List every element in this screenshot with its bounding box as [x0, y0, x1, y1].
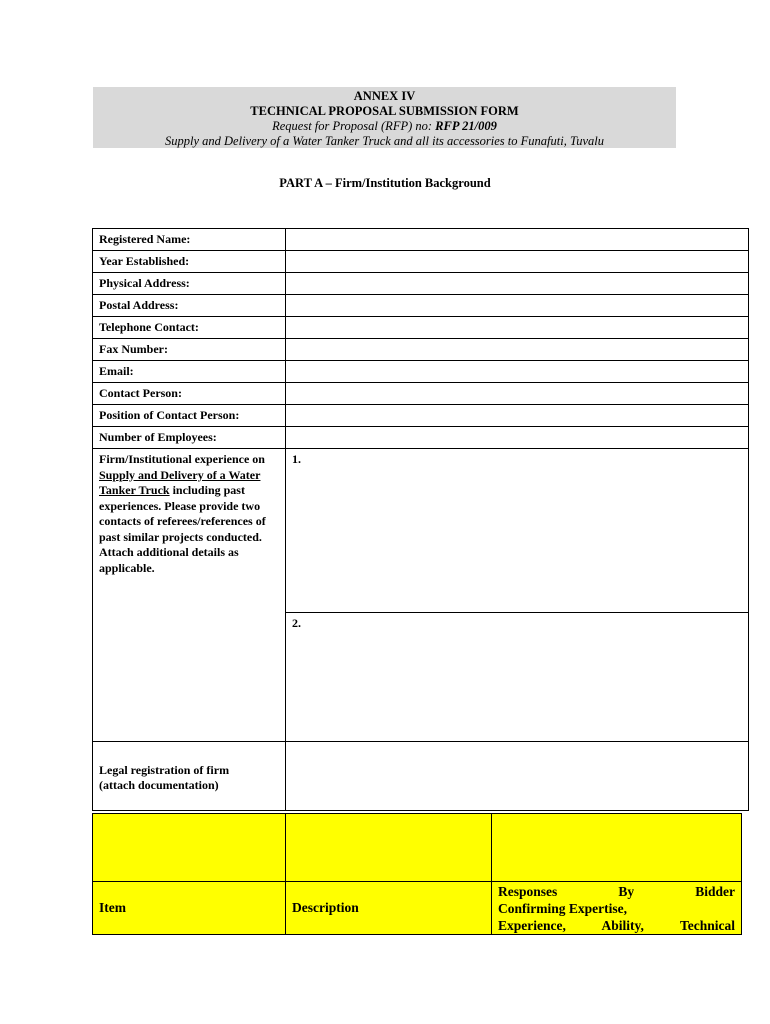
physical-address-field[interactable] — [286, 273, 749, 295]
reference-2-field[interactable] — [286, 613, 749, 742]
field-label: Physical Address: — [93, 273, 286, 295]
rfp-line — [93, 119, 676, 134]
experience-label-underlined: Supply and Delivery of a Water Tanker Truck — [99, 467, 261, 497]
table-row — [93, 361, 749, 383]
column-header-item: Item — [93, 882, 286, 935]
criteria-table — [92, 813, 742, 935]
reference-1-field[interactable] — [286, 449, 749, 613]
contact-position-field[interactable] — [286, 405, 749, 427]
section-title: PART A – Firm/Institution Background — [279, 176, 491, 190]
background-table — [92, 228, 749, 811]
field-label: Contact Person: — [93, 383, 286, 405]
legal-line-1: Legal registration of firm — [99, 763, 230, 777]
field-label: Fax Number: — [93, 339, 286, 361]
field-label: Position of Contact Person: — [93, 405, 286, 427]
table-row — [93, 251, 749, 273]
criteria-header-blank — [93, 814, 286, 882]
table-row — [93, 229, 749, 251]
legal-registration-field[interactable] — [286, 742, 749, 811]
responses-line-1: Responses By Bidder — [498, 883, 736, 899]
rfp-prefix: Request for Proposal (RFP) no: — [272, 119, 436, 133]
table-row — [93, 449, 749, 613]
responses-line-2: Confirming Expertise, — [498, 900, 627, 916]
field-label: Registered Name: — [93, 229, 286, 251]
table-row — [93, 317, 749, 339]
employees-field[interactable] — [286, 427, 749, 449]
fax-field[interactable] — [286, 339, 749, 361]
email-field[interactable] — [286, 361, 749, 383]
reference-1-number: 1. — [292, 452, 301, 466]
postal-address-field[interactable] — [286, 295, 749, 317]
annex-label: ANNEX IV — [353, 89, 416, 103]
form-subtitle: Supply and Delivery of a Water Tanker Truck and all its accessories to Funafuti, Tuvalu — [165, 134, 604, 148]
year-established-field[interactable] — [286, 251, 749, 273]
table-row — [93, 339, 749, 361]
responses-line-3: Experience, Ability, Technical — [498, 917, 735, 933]
table-row — [93, 427, 749, 449]
table-row — [93, 742, 749, 811]
form-header — [93, 87, 676, 148]
table-row — [93, 405, 749, 427]
legal-line-2: (attach documentation) — [99, 778, 219, 792]
column-header-responses — [492, 882, 742, 935]
criteria-header-blank — [492, 814, 742, 882]
contact-person-field[interactable] — [286, 383, 749, 405]
criteria-header-blank — [286, 814, 492, 882]
table-row — [93, 273, 749, 295]
legal-registration-label — [93, 742, 286, 811]
reference-2-number: 2. — [292, 616, 301, 630]
table-row — [93, 295, 749, 317]
telephone-field[interactable] — [286, 317, 749, 339]
experience-label-post: including past experiences. Please provide two contacts of referees/references of past similar projects conducted. Attach additional details as applicable. — [99, 483, 266, 575]
table-row — [93, 383, 749, 405]
experience-label-pre: Firm/Institutional experience on — [99, 452, 265, 466]
field-label: Year Established: — [93, 251, 286, 273]
field-label: Postal Address: — [93, 295, 286, 317]
column-header-description: Description — [286, 882, 492, 935]
field-label: Email: — [93, 361, 286, 383]
registered-name-field[interactable] — [286, 229, 749, 251]
table-row — [93, 882, 742, 935]
form-title: TECHNICAL PROPOSAL SUBMISSION FORM — [250, 104, 519, 118]
rfp-number: RFP 21/009 — [435, 119, 497, 133]
field-label: Number of Employees: — [93, 427, 286, 449]
field-label: Telephone Contact: — [93, 317, 286, 339]
table-row — [93, 814, 742, 882]
experience-label — [93, 449, 286, 742]
